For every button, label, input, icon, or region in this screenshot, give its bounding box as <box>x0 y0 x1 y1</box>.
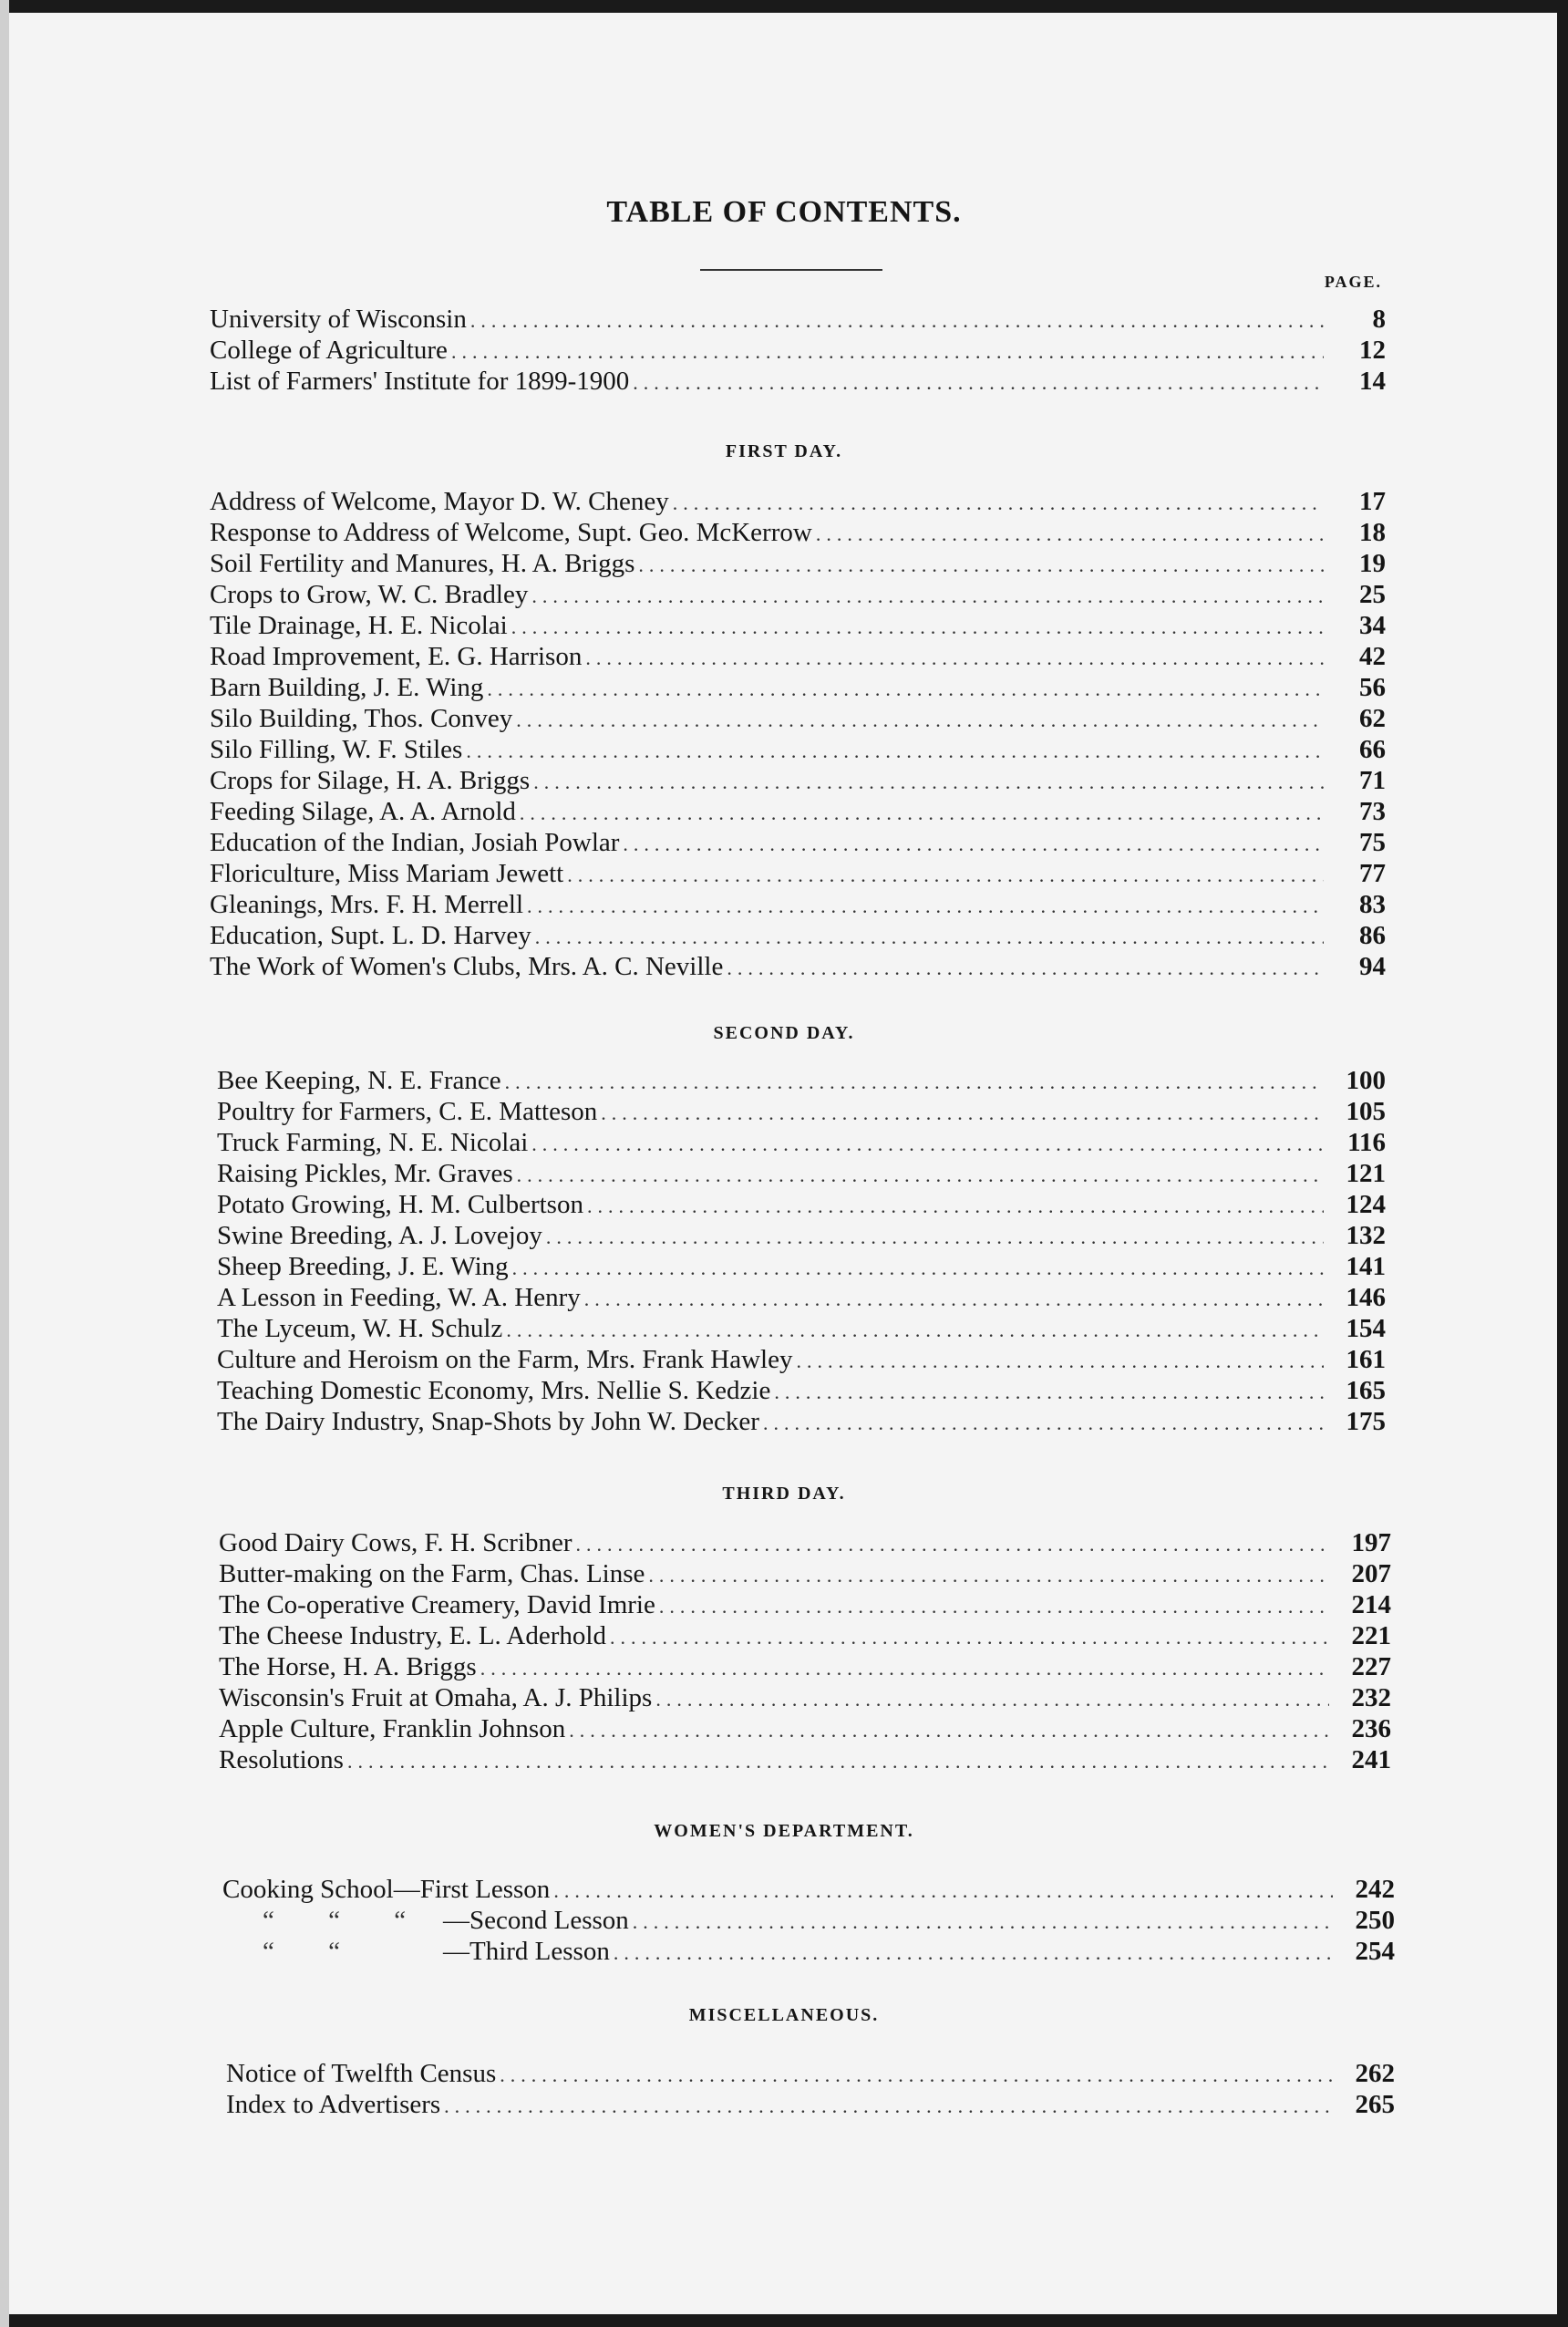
leader-dots <box>511 612 1324 643</box>
entry-title: The Work of Women's Clubs, Mrs. A. C. Neville <box>210 952 724 981</box>
entry-title: —Second Lesson <box>443 1906 629 1935</box>
entry-page-number: 34 <box>1359 611 1386 640</box>
leader-dots <box>520 798 1324 829</box>
toc-entry <box>222 1905 1395 1936</box>
leader-dots <box>487 674 1324 705</box>
entry-title: Address of Welcome, Mayor D. W. Cheney <box>210 487 669 516</box>
toc-entry <box>217 1189 1386 1220</box>
toc-entry <box>210 610 1386 641</box>
toc-entry <box>219 1682 1391 1713</box>
leader-dots <box>500 2060 1333 2091</box>
entry-title: —Third Lesson <box>443 1937 610 1966</box>
leader-dots <box>796 1346 1324 1377</box>
entry-page-number: 14 <box>1359 367 1386 396</box>
leader-dots <box>648 1560 1329 1591</box>
leader-dots <box>531 581 1324 612</box>
entry-page-number: 116 <box>1347 1128 1386 1157</box>
entry-title: Feeding Silage, A. A. Arnold <box>210 797 516 826</box>
leader-dots <box>614 1938 1333 1969</box>
entry-title: Index to Advertisers <box>226 2090 441 2119</box>
entry-page-number: 73 <box>1359 797 1386 826</box>
entry-page-number: 250 <box>1355 1906 1395 1935</box>
toc-entry <box>217 1096 1386 1127</box>
toc-entry <box>217 1344 1386 1375</box>
entry-page-number: 66 <box>1359 735 1386 764</box>
entry-page-number: 17 <box>1359 487 1386 516</box>
entry-page-number: 62 <box>1359 704 1386 733</box>
leader-dots <box>517 1160 1324 1191</box>
leader-dots <box>451 336 1324 367</box>
section-heading: THIRD DAY. <box>722 1484 846 1504</box>
entry-page-number: 12 <box>1359 336 1386 365</box>
scan-border-bottom <box>0 2314 1568 2327</box>
entry-page-number: 83 <box>1359 890 1386 919</box>
entry-page-number: 214 <box>1351 1590 1391 1619</box>
leader-dots <box>567 860 1324 891</box>
entry-title: Silo Filling, W. F. Stiles <box>210 735 463 764</box>
entry-page-number: 241 <box>1351 1745 1391 1774</box>
ditto-marks: “ “ “ <box>263 1906 430 1935</box>
entry-title: Raising Pickles, Mr. Graves <box>217 1159 513 1188</box>
entry-title: Silo Building, Thos. Convey <box>210 704 513 733</box>
leader-dots <box>633 1907 1333 1938</box>
leader-dots <box>531 1129 1324 1160</box>
entry-page-number: 77 <box>1359 859 1386 888</box>
entry-title: Truck Farming, N. E. Nicolai <box>217 1128 529 1157</box>
entry-title: The Cheese Industry, E. L. Aderhold <box>219 1621 606 1650</box>
toc-entry <box>219 1527 1391 1558</box>
leader-dots <box>584 1284 1324 1315</box>
entry-page-number: 227 <box>1351 1652 1391 1681</box>
entry-page-number: 221 <box>1351 1621 1391 1650</box>
toc-entry <box>210 672 1386 703</box>
leader-dots <box>533 767 1324 798</box>
toc-entry <box>219 1651 1391 1682</box>
entry-title: Bee Keeping, N. E. France <box>217 1066 501 1095</box>
leader-dots <box>587 1191 1324 1222</box>
page-column-header: PAGE. <box>1324 273 1382 291</box>
toc-entry <box>217 1127 1386 1158</box>
leader-dots <box>466 736 1324 767</box>
entry-title: Swine Breeding, A. J. Lovejoy <box>217 1221 542 1250</box>
leader-dots <box>585 643 1324 674</box>
leader-dots <box>516 705 1324 736</box>
section-heading: WOMEN'S DEPARTMENT. <box>654 1821 914 1841</box>
toc-entry <box>210 703 1386 734</box>
section-entries <box>222 1874 1395 1967</box>
entry-title: Butter-making on the Farm, Chas. Linse <box>219 1559 645 1588</box>
entry-title: Apple Culture, Franklin Johnson <box>219 1714 566 1743</box>
entry-title: Education, Supt. L. D. Harvey <box>210 921 531 950</box>
scan-border-left <box>0 0 9 2327</box>
entry-page-number: 105 <box>1346 1097 1386 1126</box>
toc-entry <box>219 1558 1391 1589</box>
entry-page-number: 86 <box>1359 921 1386 950</box>
leader-dots <box>512 1253 1324 1284</box>
entry-title: College of Agriculture <box>210 336 448 365</box>
entry-title: The Co-operative Creamery, David Imrie <box>219 1590 655 1619</box>
entry-page-number: 161 <box>1346 1345 1386 1374</box>
leader-dots <box>527 891 1324 922</box>
section-heading: MISCELLANEOUS. <box>688 2005 880 2025</box>
leader-dots <box>623 829 1324 860</box>
toc-entry <box>210 765 1386 796</box>
toc-entry <box>217 1282 1386 1313</box>
entry-page-number: 236 <box>1351 1714 1391 1743</box>
ditto-marks: “ “ <box>263 1937 364 1966</box>
toc-entry <box>210 951 1386 982</box>
entry-page-number: 25 <box>1359 580 1386 609</box>
entry-page-number: 146 <box>1346 1283 1386 1312</box>
toc-entry <box>210 517 1386 548</box>
entry-title: The Horse, H. A. Briggs <box>219 1652 477 1681</box>
entry-title: University of Wisconsin <box>210 305 467 334</box>
toc-entry <box>226 2058 1395 2089</box>
leader-dots <box>638 550 1324 581</box>
entry-page-number: 56 <box>1359 673 1386 702</box>
entry-page-number: 242 <box>1355 1875 1395 1904</box>
toc-entry <box>210 734 1386 765</box>
leader-dots <box>610 1622 1329 1653</box>
entry-page-number: 154 <box>1346 1314 1386 1343</box>
title-rule <box>700 269 882 271</box>
entry-page-number: 141 <box>1346 1252 1386 1281</box>
section-entries <box>226 2058 1395 2120</box>
entry-page-number: 8 <box>1372 305 1386 334</box>
entry-title: Sheep Breeding, J. E. Wing <box>217 1252 509 1281</box>
toc-entry <box>210 579 1386 610</box>
entry-title: A Lesson in Feeding, W. A. Henry <box>217 1283 581 1312</box>
toc-entry <box>210 920 1386 951</box>
entry-title: Soil Fertility and Manures, H. A. Briggs <box>210 549 635 578</box>
scan-border-right <box>1557 0 1568 2327</box>
toc-entry <box>210 366 1386 397</box>
leader-dots <box>763 1408 1324 1439</box>
entry-title: Response to Address of Welcome, Supt. Geo. McKerrow <box>210 518 812 547</box>
entry-title: The Lyceum, W. H. Schulz <box>217 1314 503 1343</box>
leader-dots <box>444 2091 1333 2122</box>
leader-dots <box>546 1222 1324 1253</box>
section-entries <box>217 1065 1386 1437</box>
entry-page-number: 42 <box>1359 642 1386 671</box>
toc-entry <box>210 889 1386 920</box>
leader-dots <box>816 519 1324 550</box>
entry-page-number: 121 <box>1346 1159 1386 1188</box>
leader-dots <box>347 1746 1329 1777</box>
toc-entry <box>217 1251 1386 1282</box>
scan-border-top <box>0 0 1568 13</box>
toc-entry <box>210 858 1386 889</box>
entry-title: Tile Drainage, H. E. Nicolai <box>210 611 508 640</box>
entry-page-number: 100 <box>1346 1066 1386 1095</box>
entry-page-number: 19 <box>1359 549 1386 578</box>
toc-entry <box>217 1313 1386 1344</box>
toc-entry <box>219 1744 1391 1775</box>
toc-entry <box>217 1158 1386 1189</box>
toc-entry <box>210 335 1386 366</box>
leader-dots <box>655 1684 1329 1715</box>
page-title: TABLE OF CONTENTS. <box>606 195 962 229</box>
entry-page-number: 71 <box>1359 766 1386 795</box>
leader-dots <box>673 488 1324 519</box>
entry-title: Resolutions <box>219 1745 344 1774</box>
leader-dots <box>553 1876 1333 1907</box>
entry-title: Culture and Heroism on the Farm, Mrs. Frank Hawley <box>217 1345 793 1374</box>
entry-title: Notice of Twelfth Census <box>226 2059 497 2088</box>
toc-entry <box>222 1936 1395 1967</box>
leader-dots <box>470 305 1324 336</box>
leader-dots <box>659 1591 1329 1622</box>
entry-title: Road Improvement, E. G. Harrison <box>210 642 583 671</box>
entry-title: Teaching Domestic Economy, Mrs. Nellie S. Kedzie <box>217 1376 771 1405</box>
toc-entry <box>210 827 1386 858</box>
toc-entry <box>222 1874 1395 1905</box>
toc-entry <box>219 1620 1391 1651</box>
section-entries <box>219 1527 1391 1775</box>
section-heading: FIRST DAY. <box>725 441 843 461</box>
entry-title: Crops for Silage, H. A. Briggs <box>210 766 531 795</box>
toc-entry <box>210 641 1386 672</box>
entry-page-number: 207 <box>1351 1559 1391 1588</box>
toc-entry <box>217 1406 1386 1437</box>
entry-page-number: 254 <box>1355 1937 1395 1966</box>
toc-entry <box>210 486 1386 517</box>
leader-dots <box>506 1315 1324 1346</box>
entry-page-number: 165 <box>1346 1376 1386 1405</box>
leader-dots <box>727 953 1324 984</box>
entry-page-number: 124 <box>1346 1190 1386 1219</box>
entry-title: Poultry for Farmers, C. E. Matteson <box>217 1097 598 1126</box>
entry-title: Good Dairy Cows, F. H. Scribner <box>219 1528 573 1557</box>
entry-title: Potato Growing, H. M. Culbertson <box>217 1190 583 1219</box>
leader-dots <box>576 1529 1329 1560</box>
toc-entry <box>217 1065 1386 1096</box>
toc-entry <box>217 1375 1386 1406</box>
toc-entry <box>219 1713 1391 1744</box>
entry-title: Gleanings, Mrs. F. H. Merrell <box>210 890 524 919</box>
entry-page-number: 18 <box>1359 518 1386 547</box>
intro-entries <box>210 304 1386 397</box>
entry-page-number: 75 <box>1359 828 1386 857</box>
entry-page-number: 175 <box>1346 1407 1386 1436</box>
toc-entry <box>210 796 1386 827</box>
toc-entry <box>219 1589 1391 1620</box>
leader-dots <box>480 1653 1329 1684</box>
leader-dots <box>505 1067 1324 1098</box>
section-entries <box>210 486 1386 982</box>
entry-title: Floriculture, Miss Mariam Jewett <box>210 859 564 888</box>
entry-title: List of Farmers' Institute for 1899-1900 <box>210 367 630 396</box>
entry-title: Wisconsin's Fruit at Omaha, A. J. Philips <box>219 1683 653 1712</box>
entry-page-number: 132 <box>1346 1221 1386 1250</box>
leader-dots <box>633 367 1324 398</box>
entry-title: Cooking School—First Lesson <box>222 1875 551 1904</box>
section-heading: SECOND DAY. <box>713 1023 855 1043</box>
entry-page-number: 94 <box>1359 952 1386 981</box>
leader-dots <box>569 1715 1329 1746</box>
leader-dots <box>601 1098 1324 1129</box>
toc-entry <box>217 1220 1386 1251</box>
leader-dots <box>535 922 1324 953</box>
entry-title: The Dairy Industry, Snap-Shots by John W. Decker <box>217 1407 759 1436</box>
entry-page-number: 262 <box>1355 2059 1395 2088</box>
entry-title: Crops to Grow, W. C. Bradley <box>210 580 529 609</box>
leader-dots <box>774 1377 1324 1408</box>
toc-entry <box>210 304 1386 335</box>
entry-page-number: 265 <box>1355 2090 1395 2119</box>
toc-entry <box>210 548 1386 579</box>
entry-title: Barn Building, J. E. Wing <box>210 673 484 702</box>
entry-page-number: 197 <box>1351 1528 1391 1557</box>
toc-entry <box>226 2089 1395 2120</box>
entry-page-number: 232 <box>1351 1683 1391 1712</box>
entry-title: Education of the Indian, Josiah Powlar <box>210 828 620 857</box>
